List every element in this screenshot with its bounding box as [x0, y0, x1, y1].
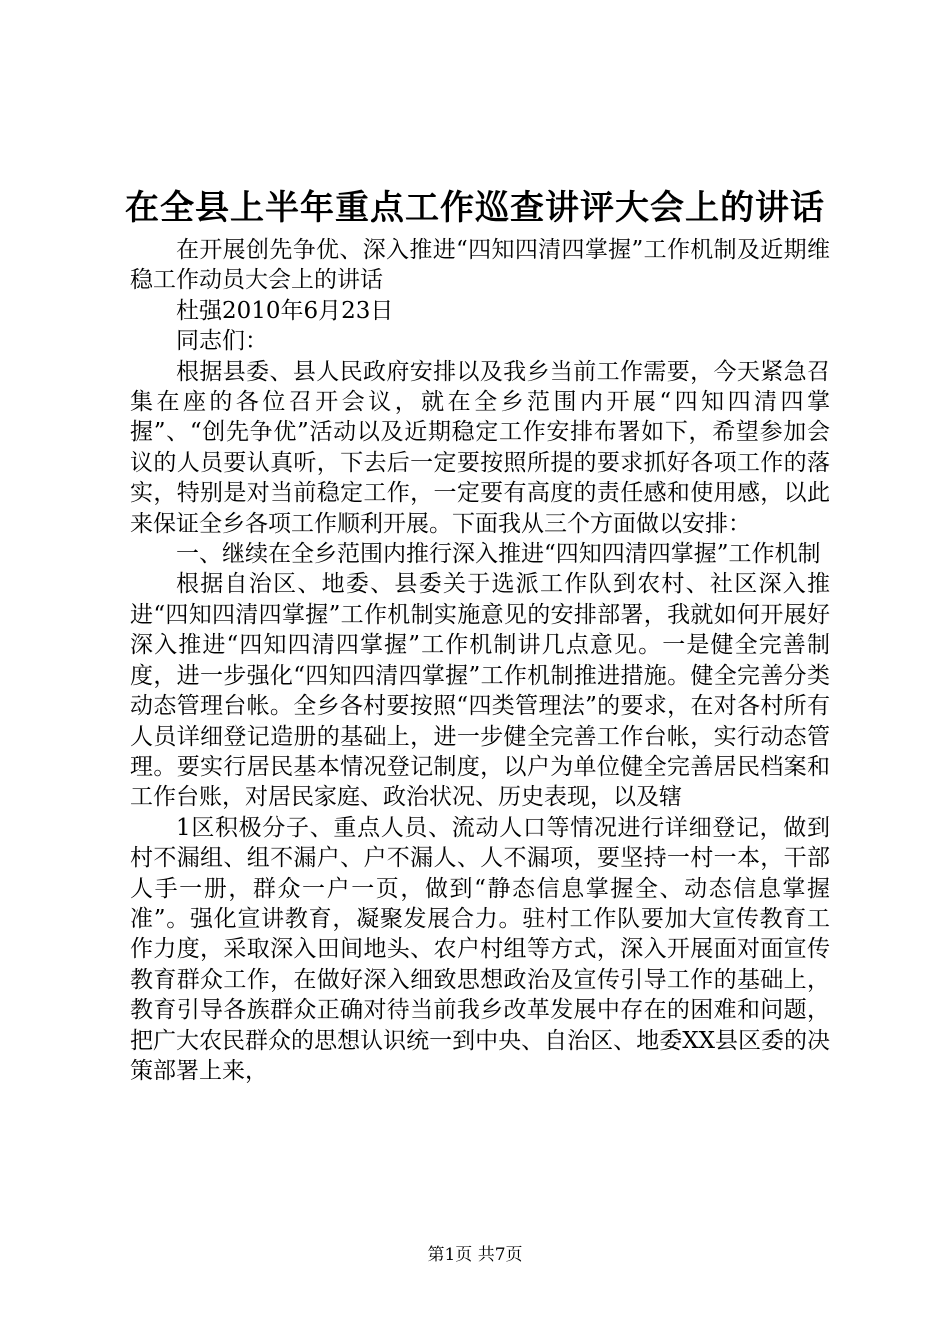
paragraph-section-1-continued: 1区积极分子、重点人员、流动人口等情况进行详细登记，做到村不漏组、组不漏户、户不漏人、人不漏项，要坚持一村一本，干部人手一册，群众一户一页，做到“静态信息掌握全、动态信息掌握准”。强化宣讲教育，凝聚发展合力。驻村工作队要加大宣传教育工作力度，采取深入田间地头、农户村组等方式，深入开展面对面宣传教育群众工作，在做好深入细致思想政治及宣传引导工作的基础上，教育引导各族群众正确对待当前我乡改革发展中存在的困难和问题，把广大农民群众的思想认识统一到中央、自治区、地委XX县区委的决策部署上来， [130, 814, 830, 1084]
paragraph-section-1-body: 根据自治区、地委、县委关于选派工作队到农村、社区深入推进“四知四清四掌握”工作机制实施意见的安排部署，我就如何开展好深入推进“四知四清四掌握”工作机制讲几点意见。一是健全完善制度，进一步强化“四知四清四掌握”工作机制推进措施。健全完善分类动态管理台帐。全乡各村要按照“四类管理法”的要求，在对各村所有人员详细登记造册的基础上，进一步健全完善工作台帐，实行动态管理。要实行居民基本情况登记制度，以户为单位健全完善居民档案和工作台账，对居民家庭、政治状况、历史表现，以及辖 [130, 571, 830, 811]
page-footer: 第1页 共7页 [427, 1245, 523, 1265]
paragraph-intro: 根据县委、县人民政府安排以及我乡当前工作需要，今天紧急召集在座的各位召开会议，就在全乡范围内开展“四知四清四掌握”、“创先争优”活动以及近期稳定工作安排布署如下，希望参加会议的人员要认真听，下去后一定要按照所提的要求抓好各项工作的落实，特别是对当前稳定工作，一定要有高度的责任感和使用感，以此来保证全乡各项工作顺利开展。下面我从三个方面做以安排： [130, 358, 830, 537]
paragraph-subtitle: 在开展创先争优、深入推进“四知四清四掌握”工作机制及近期维稳工作动员大会上的讲话 [130, 237, 830, 294]
document-body [130, 235, 830, 1086]
document-title: 在全县上半年重点工作巡查讲评大会上的讲话 [125, 188, 825, 228]
paragraph-salutation: 同志们： [176, 328, 268, 355]
section-heading-1: 一、继续在全乡范围内推行深入推进“四知四清四掌握”工作机制 [176, 541, 821, 568]
paragraph-author-date: 杜强2010年6月23日 [176, 297, 394, 324]
